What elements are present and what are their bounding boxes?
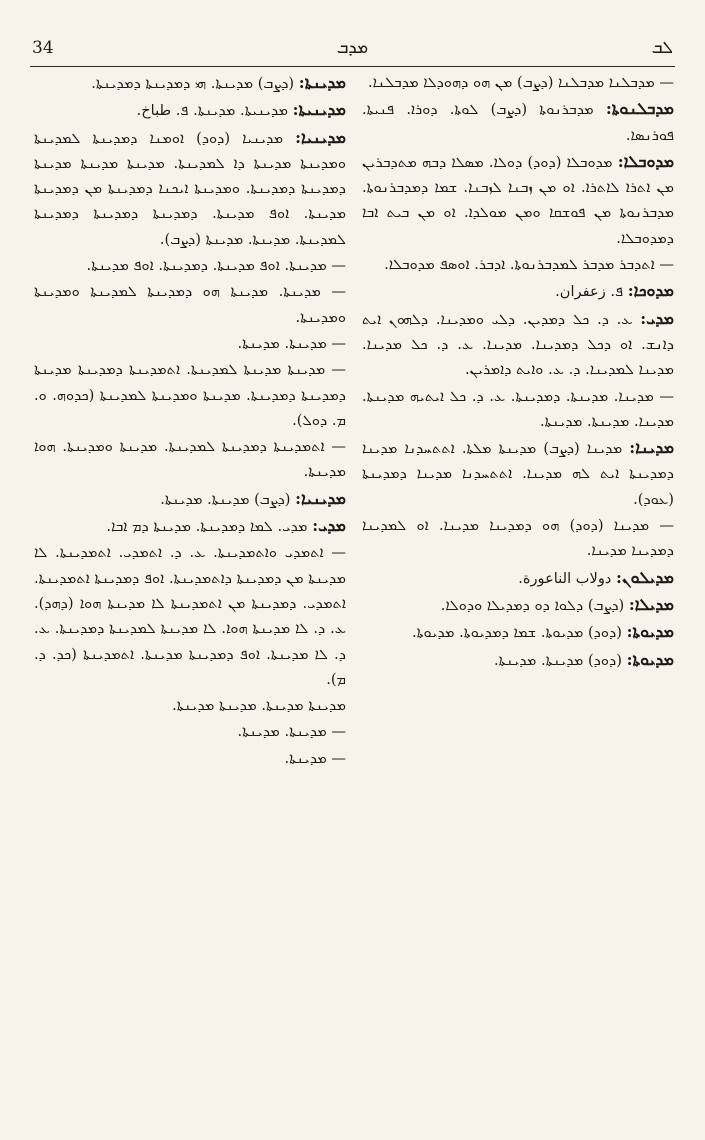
entry-definition: — ܡܕܝܢܐ. ܡܕܝܢܬܐ. ܕܡܕܝܢܬܐ. ܥ. ܕ. ܟܠ ܐܝܬܝܗ ܡܕܝܢܬܐ. ܡܕܝܢܐ. ܡܕܝܢܬܐ. ܡܕܝܢܬܐ. <box>362 387 674 430</box>
entry-definition: (ܕܨܒ) ܡܕܝܢܬܐ. ܡܕܝܢܬܐ. <box>160 490 291 508</box>
entry-definition: — ܡܕܝܢܬܐ. <box>284 749 346 767</box>
dictionary-entry <box>34 125 346 252</box>
dictionary-entry <box>362 513 674 564</box>
entry-definition: — ܡܕܝܢܬܐ. ܡܕܝܢܬܐ. <box>237 334 346 352</box>
entry-definition: ܡܕܝ. ܠܡܐ ܕܡܕܝܢܬܐ. ܡܕܝܢܬܐ ܕܡ ܐܒܐ. <box>106 518 308 536</box>
dictionary-entry <box>362 70 674 95</box>
dictionary-entry <box>34 540 346 692</box>
entry-definition: (ܕܘܕ) ܡܕܝܘܬܐ. ܫܡܐ ܕܡܕܝܘܬܐ. ܡܕܝܘܬܐ. <box>411 624 622 642</box>
entry-headword: ܡܕܝܢܐ: <box>629 438 674 458</box>
dictionary-entry <box>362 306 674 383</box>
dictionary-entry <box>362 149 674 251</box>
entry-headword: ܡܕܝܠܐ: <box>628 594 674 614</box>
dictionary-entry <box>362 278 674 304</box>
entry-definition: — ܡܕܝܢܬܐ. ܡܕܝܢܬܐ. <box>237 723 346 741</box>
entry-definition: ܥ. ܕ. ܟܠ ܕܡܕܝܢ. ܕܠܝ ܘܡܕܝܢܐ. ܕܠܗܘܢ ܐܝܬ ܕܐܢܫ. ܐܘ ܕܟܠ ܕܡܕܝܢܐ. ܡܕܝܢܐ. ܥ. ܕ. ܟܠ ܡܕܝܢܐ. ܡܕܝܢܐ ܠܡܕܝܢܐ. ܕ. ܥ. ܘܐܝܬ ܕܐܡܪܝܢ. <box>362 310 674 379</box>
entry-headword: ܡܕܝܠܘܢ: <box>616 567 674 587</box>
entry-headword: ܡܕܝܢܝܐ: <box>295 488 346 508</box>
entry-definition: (ܕܘܕ) ܡܕܝܢܬܐ. ܡܕܝܢܬܐ. <box>494 651 622 669</box>
entry-definition: ܡܕܝܢܬܐ ܡܕܝܢܬܐ. ܡܕܝܢܬܐ ܡܕܝܢܬܐ. <box>172 697 346 715</box>
dictionary-entry <box>34 279 346 330</box>
entry-headword: ܡܕܝ: <box>312 516 346 536</box>
dictionary-entry <box>362 647 674 673</box>
entry-definition: — ܡܕܒܠܢܐ ܡܕܒܠܢܐ (ܕܨܒ) ܡܢ ܗܘ ܕܗܘܕܠܐ ܡܕܒܠܢܐ. <box>367 74 674 91</box>
entry-headword: ܡܕܝܢܝܬܐ: <box>292 100 346 120</box>
page-right-marker: ܠܒ <box>651 38 673 58</box>
dictionary-entry <box>362 592 674 618</box>
entry-definition: ܡܕܘܒܠܐ (ܕܘܕ) ܕܘܠܐ. ܡܣܠܐ ܕܒܗ ܡܬܕܒܪܝܢ ܡܢ ܐܬܪܐ ܠܐܬܪܐ. ܐܘ ܡܢ ܙܒܢܐ ܠܙܒܢܐ. ܫܡܐ ܕܡܕܒܪܢܘܬܐ. ܡܕܒܪܢܘܬܐ ܡܢ ܦܘܫܩܐ ܘܡܢ ܡܘܠܕܐ. ܐܘ ܡܢ ܒܝܬ ܐܒܐ ܕܡܕܘܒܠܐ. <box>362 153 674 247</box>
dictionary-entry <box>362 252 674 277</box>
entry-definition: — ܐܬܡܕܝ ܘܐܬܡܕܝܢܬܐ. ܥ. ܕ. ܐܬܡܕܝ. ܐܬܡܕܝܢܬܐ. ܠܐ ܡܕܝܢܬܐ ܡܢ ܕܡܕܝܢܬܐ ܕܐܬܡܕܝܢܬܐ. ܐܘܦ ܕܡܕܝܢܬܐ ܐܬܡܕܝܢܬܐ. ܐܬܡܕܝ. ܕܡܕܝܢܬܐ ܡܢ ܐܬܡܕܝܢܬܐ ܠܐ ܡܕܝܢܬܐ ܗܘܐ (ܕܗܕ). ܥ. ܕ. ܠܐ ܡܕܝܢܬܐ ܗܘܐ. ܠܐ ܡܕܝܢܬܐ ܠܡܕܝܢܬܐ ܕܡܕܝܢܬܐ. ܥ. ܕ. ܠܐ ܡܕܝܢܬܐ. ܐܘܦ ܕܡܕܝܢܬܐ ܡܕܝܢܬܐ. ܐܬܡܕܝܢܬܐ (ܟܕ. ܕ. ܡ). <box>34 544 346 688</box>
entry-headword: ܡܕܘܟܐ: <box>627 281 674 301</box>
dictionary-entry <box>34 434 346 485</box>
entry-definition: ܦ. زعفران. <box>555 283 624 301</box>
dictionary-entry <box>34 70 346 96</box>
entry-headword: ܡܕܝܢܬܐ: <box>298 73 346 92</box>
running-head: ܡܕܒ <box>336 38 369 58</box>
entry-definition: — ܡܕܝܢܐ (ܕܘܕ) ܗܘ ܕܡܕܝܢܐ ܡܕܝܢܐ. ܐܘ ܠܡܕܝܢܐ ܕܡܕܝܢܐ ܡܕܝܢܐ. <box>362 517 674 560</box>
entry-definition: ܡܕܝܢܐ (ܕܨܒ) ܡܕܝܢܬܐ ܡܠܬܐ. ܐܬܬܚܕܢܐ ܡܕܝܢܐ ܕܡܕܝܢܬܐ ܐܝܬ ܠܗ ܡܕܝܢܐ. ܐܬܬܚܕܢܐ ܡܕܝܢܐ ܕܡܕܝܢܬܐ (ܥܘܕ). <box>362 440 674 508</box>
entry-definition: — ܡܕܝܢܬܐ. ܡܕܝܢܬܐ ܗܘ ܕܡܕܝܢܬܐ ܠܡܕܝܢܬܐ ܘܡܕܝܢܬܐ ܘܡܕܝܢܬܐ. <box>34 283 346 326</box>
dictionary-entry <box>362 96 674 148</box>
dictionary-entry <box>34 513 346 539</box>
entry-definition: — ܐܬܡܕܝܢܬܐ ܕܡܕܝܢܬܐ ܠܡܕܝܢܬܐ. ܡܕܝܢܬܐ ܘܡܕܝܢܬܐ. ܗܘܐ ܡܕܝܢܬܐ. <box>34 438 346 481</box>
dictionary-entry <box>362 384 674 435</box>
dictionary-entry <box>34 97 346 123</box>
entry-definition: ܡܕܒܪܢܘܬܐ (ܕܨܒ) ܠܘܬܐ. ܕܘܪܐ. ܦܢܝܬܐ. ܦܘܪܢܣܐ. <box>362 101 674 144</box>
entry-headword: ܡܕܝܘܬܐ: <box>626 622 674 642</box>
dictionary-entry <box>34 253 346 278</box>
entry-definition: — ܡܕܝܢܬܐ. ܐܘܦ ܡܕܝܢܬܐ. ܕܡܕܝܢܬܐ. ܐܘܦ ܡܕܝܢܬܐ. <box>86 257 346 275</box>
entry-headword: ܡܕܒܠܢܘܬܐ: <box>605 99 674 119</box>
entry-definition: ܡܕܝܢܝܬܐ. ܡܕܝܢܬܐ. ܦ. طباخ. <box>136 102 288 120</box>
entry-definition: دولاب الناعورة. <box>518 569 612 587</box>
dictionary-entry <box>362 619 674 645</box>
dictionary-entry <box>34 331 346 356</box>
entry-definition: — ܡܕܝܢܬܐ ܡܕܝܢܬܐ ܠܡܕܝܢܬܐ. ܐܬܡܕܝܢܬܐ ܕܡܕܝܢܬܐ ܡܕܝܢܬܐ ܕܡܕܝܢܬܐ ܕܡܕܝܢܬܐ. ܡܕܝܢܬܐ ܘܡܕܝܢܬܐ ܠܡܕܝܢܬܐ (ܟܕܘܗ. ܘ. ܡ. ܕܘܠ). <box>34 361 346 429</box>
entry-definition: (ܕܨܒ) ܡܕܝܢܬܐ. ܗܝ ܕܡܕܝܢܬܐ ܕܡܕܝܢܬܐ. <box>91 75 295 92</box>
entry-headword: ܡܕܝܘܬܐ: <box>626 649 674 669</box>
entry-definition: — ܐܬܕܒܪ ܡܕܒܪ ܠܡܕܒܪܢܘܬܐ. ܐܕܒܪ. ܐܘܣܦ ܡܕܘܒܠܐ. <box>384 256 674 274</box>
dictionary-entry <box>34 719 346 744</box>
entry-headword: ܡܕܘܒܠܐ: <box>617 151 674 171</box>
entry-definition: (ܕܨܒ) ܕܠܘܐ ܕܘ ܕܡܕܝܠܐ ܘܕܘܠܐ. <box>440 596 625 614</box>
header-rule <box>30 66 675 67</box>
dictionary-entry <box>34 486 346 512</box>
entry-headword: ܡܕܝܢܝܐ: <box>295 127 346 147</box>
entry-definition: ܡܕܝܢܝܐ (ܕܘܕ) ܐܘܡܢܐ ܕܡܕܝܢܬܐ ܠܡܕܝܢܬܐ ܘܡܕܝܢܬܐ ܡܕܝܢܬܐ ܕܐ ܠܡܕܝܢܬܐ. ܡܕܝܢܬܐ ܡܕܝܢܬܐ ܡܕܝܢܬܐ ܕܡܕܝܢܬܐ ܕܡܕܝܢܬܐ. ܘܡܕܝܢܬܐ ܐܝܟܢܐ ܕܡܕܝܢܬܐ ܡܢ ܕܡܕܝܢܬܐ ܡܕܝܢܬܐ. ܐܘܦ ܡܕܝܢܬܐ. ܕܡܕܝܢܬܐ ܕܡܕܝܢܬܐ ܕܡܕܝܢܬܐ ܠܡܕܝܢܬܐ. ܡܕܝܢܬܐ. ܡܕܝܢܬܐ (ܕܨܒ). <box>34 129 346 248</box>
page-number: 34 <box>32 38 54 58</box>
dictionary-entry <box>34 693 346 718</box>
left-column <box>34 70 346 1080</box>
dictionary-entry <box>362 435 674 512</box>
page-header <box>32 38 673 62</box>
dictionary-entry <box>362 565 674 591</box>
dictionary-entry <box>34 357 346 433</box>
right-column <box>362 70 674 1080</box>
dictionary-entry <box>34 746 346 771</box>
entry-headword: ܡܕܝ: <box>640 308 674 328</box>
